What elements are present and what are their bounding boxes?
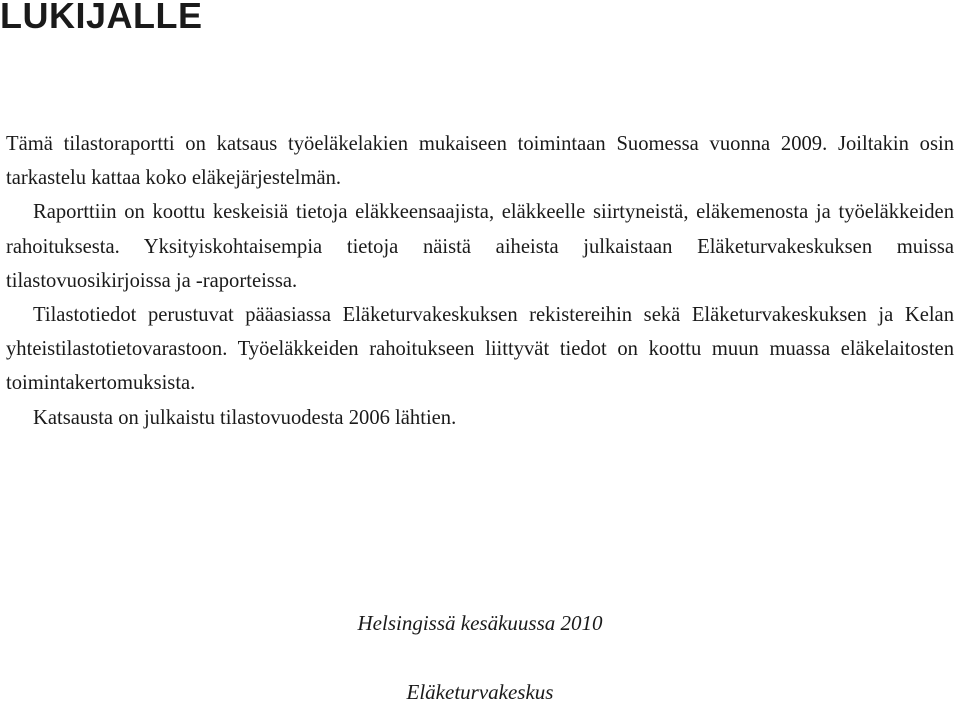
organization-signature: Eläketurvakeskus: [406, 680, 554, 704]
paragraph-intro: Tämä tilastoraportti on katsaus työeläkelakien mukaiseen toimintaan Suomessa vuonna 2009. Joiltakin osin tarkastelu kattaa koko eläkejärjestelmän.: [6, 133, 954, 190]
paragraph-history: Katsausta on julkaistu tilastovuodesta 2006 lähtien.: [33, 406, 457, 429]
paragraph-sources: Tilastotiedot perustuvat pääasiassa Eläketurvakeskuksen rekistereihin sekä Eläketurvakeskuksen ja Kelan yhteistilastotietovarastoon. Työeläkkeiden rahoitukseen liittyvät tiedot on koottu muun muassa eläkelaitosten toimintakertomuksista.: [6, 304, 954, 395]
place-date: Helsingissä kesäkuussa 2010: [357, 611, 603, 635]
paragraph-contents: Raporttiin on koottu keskeisiä tietoja eläkkeensaajista, eläkkeelle siirtyneistä, eläkemenosta ja työeläkkeiden rahoituksesta. Yksityiskohtaisempia tietoja näistä aiheista julkaistaan Eläketurvakeskuksen muissa tilastovuosikirjoissa ja -raporteissa.: [6, 201, 954, 292]
page-title: LUKIJALLE: [0, 0, 203, 36]
body-text: [6, 127, 954, 435]
